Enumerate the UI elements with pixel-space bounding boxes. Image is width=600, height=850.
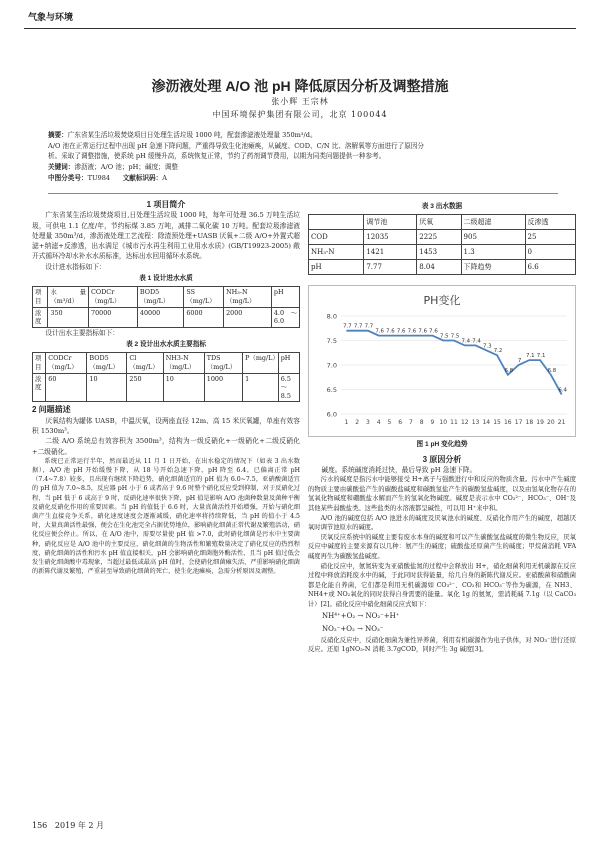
t1-c5: 2000: [224, 307, 272, 327]
t3-r0-c3: 905: [461, 230, 525, 245]
keywords: 关键词：渗沥液；A/O 池；pH；碱度；调整: [48, 162, 178, 171]
abstract-label: 摘要：: [48, 132, 68, 139]
x-tick-label: 11: [450, 419, 458, 427]
section-1-para-2: 设计进水指标如下：: [45, 262, 106, 271]
t3-r1-c0: NH₃-N: [309, 245, 364, 260]
t3-r1-c3: 1.3: [461, 245, 525, 260]
x-tick-label: 8: [419, 419, 424, 427]
t1-h2: CODCr（mg/L）: [89, 287, 138, 307]
t2-h2: BOD5（mg/L）: [87, 353, 127, 373]
t3-r1-c4: 0: [525, 245, 575, 260]
section-3-para-4: 厌氧反应系统中的碱度主要有废水本身的碱度和可以产生碳酸氢盐碱度的微生物反应，厌氧反应中碱度的主要来源有以几种：氨产生的碱度；硫酸盐还原菌产生的碱度；甲烷菌消耗 VFA 碱度再生为碳酸氢盐碱度。: [308, 533, 576, 560]
t3-r0-c1: 12035: [364, 230, 417, 245]
abstract-line-3: 析。采取了调整措施，使系统 pH 缓慢升高，系统恢复正常，节约了药剂调节费用，以期为同类问题提供一种参考。: [48, 152, 386, 161]
t1-c4: 6000: [184, 307, 224, 327]
data-label: 7.1: [536, 353, 546, 360]
x-tick-label: 21: [557, 419, 566, 427]
y-tick-label: 6.5: [326, 386, 337, 395]
section-2-para-2: 二级 A/O 系统总有效容积为 3500m³，结构为一级反硝化+一级硝化+二级反硝化+二级硝化。: [32, 437, 300, 456]
t3-r2-c4: 6.6: [525, 260, 575, 275]
t2-c5: 1000: [204, 373, 242, 402]
ph-chart: [309, 286, 575, 436]
equation-2: NO₂⁻+O₂ → NO₃⁻: [322, 624, 384, 633]
table-3: [308, 214, 576, 275]
t3-r1-c1: 1421: [364, 245, 417, 260]
ph-chart-frame: [308, 285, 576, 437]
t1-c2: 70000: [89, 307, 138, 327]
left-column: [32, 200, 300, 576]
x-tick-label: 16: [503, 419, 512, 427]
section-2-para-1: 厌氧结构为罐体 UASB，中温厌氧，设两座直径 12m、高 15 米厌氧罐，单座有效容积 1530m³。: [32, 416, 300, 435]
section-3-para-5: 硝化反应中，氨氮转变为亚硝酸盐氮的过程中会释放出 H+，硝化细菌利用无机碳源在反应过程中释放消耗废水中的碱，于此同时获得能量，给几自身的新陈代谢反应。亚硝酸菌和硝酸菌都是化能自养菌，它们都是利用无机碳源如 CO₃²⁻、CO₂和 HCO₃⁻等作为碳源，在 NH3、NH4+或 NO₂氧化的同时获得自身需要的能量。氧化 1g 的氨氮，需消耗碱 7.1g（以 CaCO₃计）[2]。硝化反应中硝化细菌反应式如下：: [308, 562, 576, 608]
t1-c0: 浓度: [33, 307, 48, 327]
x-tick-label: 20: [547, 419, 555, 427]
x-tick-label: 2: [355, 419, 360, 427]
t3-r0-c0: COD: [309, 230, 364, 245]
data-label: 7.7: [353, 323, 363, 330]
x-tick-label: 14: [482, 419, 491, 427]
data-label: 7.5: [439, 333, 449, 340]
x-tick-label: 1: [344, 419, 349, 427]
x-tick-label: 5: [387, 419, 392, 427]
x-tick-label: 10: [439, 419, 448, 427]
t3-r2-c3: 下降趋势: [461, 260, 525, 275]
t2-c1: 60: [46, 373, 87, 402]
table-1: [32, 286, 300, 327]
authors: 张小辉 王宗林: [271, 97, 329, 106]
t2-h1: CODCr（mg/L）: [46, 353, 87, 373]
x-tick-label: 6: [398, 419, 403, 427]
right-column: [308, 200, 576, 655]
x-tick-label: 9: [430, 419, 435, 427]
data-label: 7.5: [450, 333, 460, 340]
t3-r2-c1: 7.77: [364, 260, 417, 275]
data-label: 6.4: [558, 387, 567, 394]
table-2: [32, 352, 300, 402]
t2-h5: TDS（mg/L）: [204, 353, 242, 373]
x-tick-label: 19: [536, 419, 544, 427]
t3-h4: 反渗透: [525, 215, 575, 230]
data-label: 7.6: [396, 328, 406, 335]
x-tick-label: 15: [493, 419, 501, 427]
t3-r2-c2: 8.04: [417, 260, 461, 275]
t2-c3: 250: [127, 373, 163, 402]
section-2-heading: 2 问题描述: [32, 405, 71, 415]
t1-c3: 40000: [137, 307, 183, 327]
t2-h4: NH3-N（mg/L）: [163, 353, 204, 373]
data-label: 7.4: [472, 338, 481, 345]
page-number: 156: [32, 821, 48, 830]
section-3-para-1: 碱度。系统碱度消耗过快，最后导致 pH 急速下降。: [321, 465, 477, 474]
abstract-line-2: A/O 池在正常运行过程中出现 pH 急速下降问题，严重得导致生化池瘫痪，从碱度、COD、C/N 比、溶解氧等方面进行了原因分: [48, 142, 425, 151]
classification: 中图分类号：TU984 文献标识码：A: [48, 173, 168, 182]
t2-c0: 浓度: [33, 373, 46, 402]
y-tick-label: 7.0: [326, 361, 337, 370]
t2-h0: 项目: [33, 353, 46, 373]
t1-c1: 350: [48, 307, 89, 327]
data-label: 6.8: [504, 368, 514, 375]
data-label: 7.6: [407, 328, 417, 335]
chart-title: PH变化: [423, 294, 461, 308]
t1-h3: BOD5（mg/L）: [137, 287, 183, 307]
t3-r0-c4: 25: [525, 230, 575, 245]
t1-h6: pH: [271, 287, 299, 307]
affiliation: 中国环境保护集团有限公司，北京 100044: [212, 110, 388, 119]
x-tick-label: 12: [460, 419, 469, 427]
article-title: 渗沥液处理 A/O 池 pH 降低原因分析及调整措施: [151, 78, 449, 94]
table-1-caption: 表 1 设计进水水质: [139, 275, 193, 283]
t2-c4: 10: [163, 373, 204, 402]
x-tick-label: 13: [471, 419, 480, 427]
t1-c6: 4.0 ～ 6.0: [271, 307, 299, 327]
data-label: 7.6: [386, 328, 395, 335]
y-tick-label: 8.0: [326, 312, 337, 321]
data-label: 7.3: [482, 343, 492, 350]
x-tick-label: 7: [409, 419, 413, 427]
data-label: 6.8: [547, 368, 557, 375]
data-label: 7.6: [418, 328, 428, 335]
header-rule: [24, 28, 576, 29]
t1-h1: 水量（m³/d）: [48, 287, 89, 307]
page-footer: [32, 820, 104, 831]
data-label: 7.1: [526, 353, 535, 360]
t3-r1-c2: 1453: [417, 245, 461, 260]
data-label: 7.7: [343, 323, 352, 330]
data-label: 7.6: [429, 328, 438, 335]
t3-r0-c2: 2225: [417, 230, 461, 245]
section-3-para-3: A/O 池的碱度包括 A/O 池进水的碱度及厌氧池水的碱度、反硝化作用产生的碱度，超越厌氧时调节池原水的碱度。: [308, 514, 576, 532]
section-3-para-2: 污水的碱度是指污水中能够接受 H+离子与强酸进行中和反应的物质含量。污水中产生碱度的物质主要由碳酸盐产生的碳酸盐碱度和碳酸氢盐产生的碳酸氢盐碱度，以及由氢氧化物存在的氢氧化物碱度和硼酸盐水解而产生的氢氧化物碱度。碱度是表示水中 CO₃²⁻、HCO₃⁻、OH⁻及其他某些弱酸盐类。这些盐类的水溶液都呈碱性，可以用 H⁺来中和。: [308, 476, 576, 512]
table-2-caption: 表 2 设计出水水质主要指标: [126, 341, 206, 349]
data-label: 7: [517, 358, 522, 365]
t1-h4: SS（mg/L）: [184, 287, 224, 307]
t3-h0: [309, 215, 364, 230]
abstract-block: [48, 130, 558, 184]
x-tick-label: 18: [525, 419, 534, 427]
issue-date: 2019 年 2 月: [54, 821, 104, 830]
y-tick-label: 6.0: [326, 410, 337, 419]
t3-h2: 厌氧: [417, 215, 461, 230]
t2-h6: P（mg/L）: [243, 353, 279, 373]
section-3-heading: 3 原因分析: [422, 454, 462, 464]
data-label: 7.6: [375, 328, 384, 335]
section-3-para-6: 反硝化反应中，反硝化细菌为兼性异养菌，利用有机碳源作为电子供体，对 NO₃⁻进行还原反应。还原 1gNO₃-N 消耗 3.7gCOD，同时产生 3g 碱度[3]。: [308, 636, 576, 654]
t2-h3: Cl（mg/L）: [127, 353, 163, 373]
t3-h3: 二级超滤: [461, 215, 525, 230]
journal-name: 气象与环境: [28, 12, 74, 22]
x-tick-label: 3: [365, 419, 370, 427]
x-tick-label: 4: [376, 419, 381, 427]
abstract-divider: [48, 193, 558, 194]
data-label: 7.4: [461, 338, 471, 345]
between-tables-text: 设计出水主要指标如下：: [45, 328, 119, 337]
data-label: 7.7: [364, 323, 374, 330]
equation-1: NH⁴⁺+O₂ → NO₂⁻+H⁺: [322, 611, 400, 620]
section-2-para-3: 系统已正常运行半年，然而最近从 11 月 1 日开始，在出水稳定的情况下（如表 3 出水数据），A/O 池 pH 开始缓慢下降，从 18 号开始急速下降，pH 降至 6.4，已偏离正常 pH（7.4~7.8）较多，且出现有继续下降趋势，硝化细菌适宜的 pH 值为 6.0~7.5，亚硝酸菌适宜的 pH 值为 7.0~8.5，反应器 pH 小于 6 或者高于 9.6 时整个硝化反应受到抑制，对于反硝化过程，当 pH 低于 6 或高于 9 时，反硝化速率很快下降，pH 值是影响 A/O 池菌种数量及菌种平衡及硝化反硝化作用的重要因素。当 pH 的值低于 6.6 时，大量真菌活性开始增强，开始与硝化细菌产生直接竞争关系，硝化速度速度会逐渐减缓，硝化速率将持续降低，当 pH 的值小于 4.5 时，大量真菌活性最强，便会在生化池完全占据优势地位，影响硝化细菌正常代谢及繁殖活动，硝化反应便会停止。所以，在 A/O 池中，需要尽量使 pH 值 >7.0，此时硝化细菌是污水中主要菌种，硝化反应是 A/O 池中的主要反应，硝化细菌的生物活性和繁殖数量决定了硝化反应的热烈程度，硝化细菌的活性和污水 pH 值直接相关，pH 会影响硝化细菌胞外酶活性，且当 pH 值过低会发生硝化细菌酸中毒现象，当超过最低或最高 pH 值时，会使硝化细菌瘫失活，严重影响硝化细菌的新陈代谢及繁殖，严重甚至导致硝化细菌的死亡，使生化池瘫痪，急需分析原因及调整。: [32, 457, 300, 576]
figure-1-caption: 图 1 pH 变化趋势: [416, 441, 468, 449]
table-3-caption: 表 3 出水数据: [421, 203, 463, 210]
t2-c2: 10: [87, 373, 127, 402]
abstract-line-1: 摘要：广东省某生活垃圾焚烧项目日处理生活垃圾 1000 吨，配套渗滤液处理量 350m³/d。: [48, 131, 317, 139]
data-label: 7.2: [493, 348, 503, 355]
t2-c6: 1: [243, 373, 279, 402]
x-tick-label: 17: [514, 419, 523, 427]
section-1-heading: 1 项目简介: [146, 200, 186, 209]
t1-h0: 项目: [33, 287, 48, 307]
t3-r2-c0: pH: [309, 260, 364, 275]
t1-h5: NH₃-N（mg/L）: [224, 287, 272, 307]
section-1-para-1: 广东省某生活垃圾焚烧项目,日处理生活垃圾 1000 吨，每年可处理 36.5 万吨生活垃圾，可供电 1.1 亿度/年，节约标煤 3.85 万吨，减排二氧化碳 10 万吨。配套垃圾渗滤液处理量 350m³/d，渗沥液处理工艺流程：除渣预处理+UASB 厌氧+二级 A/O+外置式超滤+纳滤+反渗透，出水满足《城市污水再生利用工业用水水质》(GB/T19923-2005) 敞开式循环冷却水补水水质标准，达标出水回用循环水系统。: [32, 211, 300, 261]
t3-h1: 调节池: [364, 215, 417, 230]
y-tick-label: 7.5: [326, 337, 337, 346]
t2-h7: pH: [278, 353, 299, 373]
t2-c7: 6.5 ～ 8.5: [278, 373, 299, 402]
